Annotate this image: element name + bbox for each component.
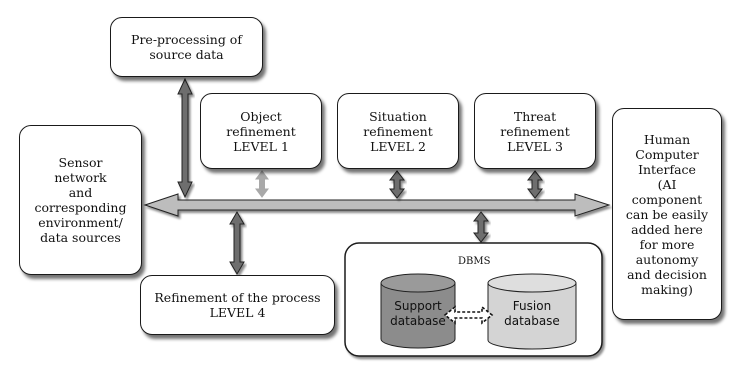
object-refinement-box xyxy=(200,93,322,169)
hci-line-7: added here xyxy=(631,221,703,237)
preprocessing-box xyxy=(110,17,263,77)
support-database-label xyxy=(381,299,455,329)
sensor-network-line-2: network xyxy=(54,170,107,185)
support-database-line-2: database xyxy=(390,314,446,328)
process-refinement-line-2: LEVEL 4 xyxy=(209,305,266,320)
situation-refinement-line-2: refinement xyxy=(363,123,433,139)
process-refinement-box xyxy=(140,275,335,335)
level4-bus-arrow xyxy=(230,212,244,274)
preprocessing-bus-arrow xyxy=(178,79,192,197)
hci-line-1: Human xyxy=(643,131,691,147)
hci-box xyxy=(612,108,722,320)
situation-refinement-line-3: LEVEL 2 xyxy=(370,138,426,154)
process-refinement-line-1: Refinement of the process xyxy=(154,290,321,305)
level1-bus-arrow xyxy=(256,171,268,197)
hci-line-6: can be easily xyxy=(625,206,709,222)
dbms-bus-arrow xyxy=(474,212,488,242)
sensor-network-line-5: environment/ xyxy=(38,215,123,230)
hci-line-8: for more xyxy=(639,236,695,252)
hci-line-10: and decision xyxy=(627,266,707,282)
threat-refinement-line-3: LEVEL 3 xyxy=(507,138,563,154)
preprocessing-line-1: Pre-processing of xyxy=(131,32,242,47)
hci-line-4: (AI xyxy=(657,176,677,192)
threat-refinement-box xyxy=(474,93,596,169)
object-refinement-line-2: refinement xyxy=(226,123,296,139)
sensor-network-line-4: corresponding xyxy=(34,200,127,215)
object-refinement-line-3: LEVEL 1 xyxy=(233,138,289,154)
hci-line-9: autonomy xyxy=(635,251,699,267)
sensor-network-line-1: Sensor xyxy=(58,155,103,170)
sensor-network-line-3: and xyxy=(68,185,93,200)
preprocessing-line-2: source data xyxy=(149,47,224,62)
hci-line-3: Interface xyxy=(638,161,696,177)
threat-refinement-line-2: refinement xyxy=(500,123,570,139)
sensor-network-box xyxy=(19,125,142,275)
threat-refinement-line-1: Threat xyxy=(513,108,557,124)
situation-refinement-box xyxy=(337,93,459,169)
sensor-network-line-6: data sources xyxy=(40,230,121,245)
hci-line-2: Computer xyxy=(635,146,699,162)
situation-refinement-line-1: Situation xyxy=(369,108,427,124)
fusion-database-line-2: database xyxy=(504,314,560,328)
level2-bus-arrow xyxy=(390,171,404,198)
object-refinement-line-1: Object xyxy=(240,108,282,124)
dbms-title: DBMS xyxy=(458,256,491,267)
hci-line-11: making) xyxy=(641,281,693,297)
support-database-line-1: Support xyxy=(394,299,442,313)
data-bus-arrow xyxy=(145,194,609,216)
fusion-database-label xyxy=(488,299,576,329)
hci-line-5: component xyxy=(631,191,703,207)
fusion-database-line-1: Fusion xyxy=(512,299,552,313)
level3-bus-arrow xyxy=(528,171,542,198)
